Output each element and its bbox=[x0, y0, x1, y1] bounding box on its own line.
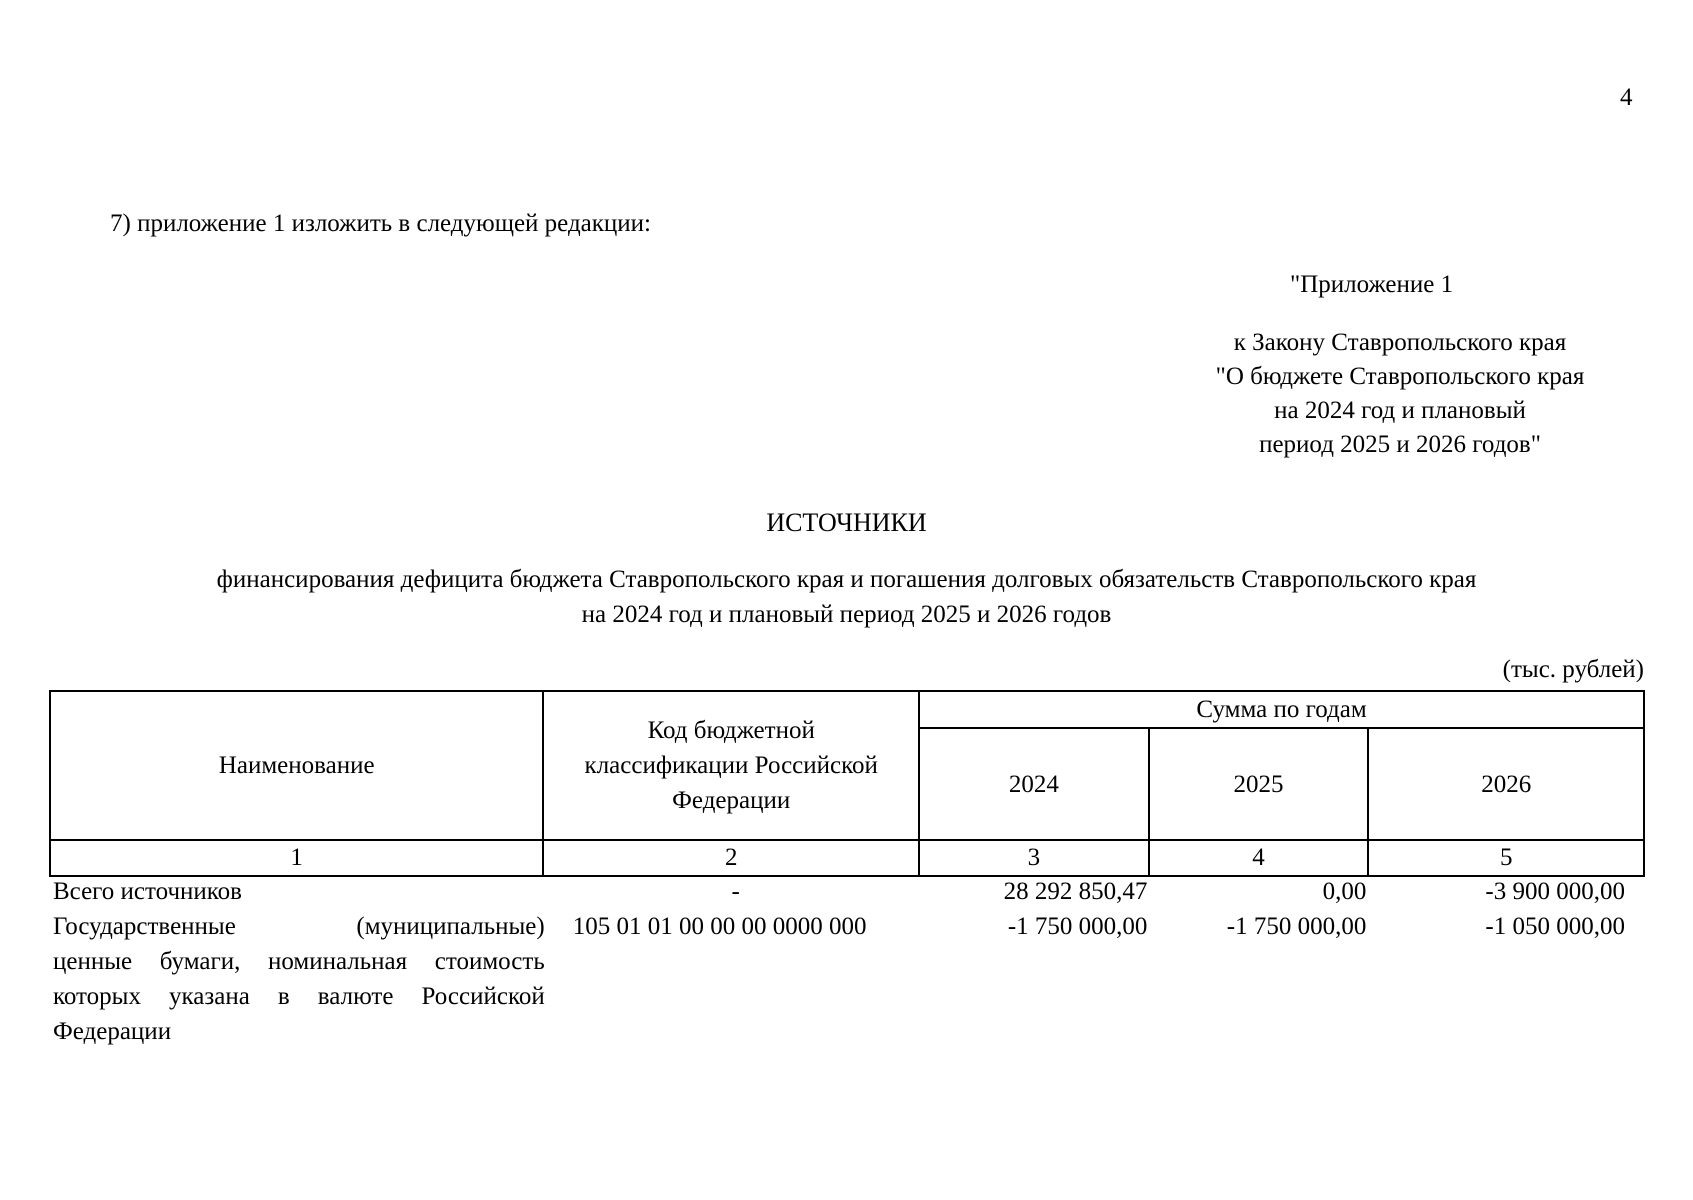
appendix-title: "Приложение 1 bbox=[1290, 271, 1454, 298]
appendix-line-3: на 2024 год и плановый bbox=[1274, 397, 1526, 424]
row-value-2026: -3 900 000,00 bbox=[1485, 878, 1625, 905]
table-row bbox=[49, 874, 1645, 909]
row-code: 105 01 01 00 00 00 0000 000 bbox=[572, 913, 867, 940]
row-value-2024: -1 750 000,00 bbox=[1007, 913, 1148, 940]
column-number: 4 bbox=[1149, 840, 1369, 876]
document-title: ИСТОЧНИКИ bbox=[766, 508, 927, 537]
document-subtitle bbox=[60, 562, 1633, 632]
appendix-line-2: "О бюджете Ставропольского края bbox=[1215, 363, 1585, 390]
column-number: 2 bbox=[543, 840, 919, 876]
row-name-first-line: Государственные (муниципальные) bbox=[53, 913, 545, 940]
row-name: Всего источников bbox=[53, 878, 242, 905]
column-number: 1 bbox=[50, 840, 543, 876]
instruction-text: 7) приложение 1 изложить в следующей редакции: bbox=[110, 210, 651, 237]
header-code: Код бюджетной классификации Российской Федерации bbox=[543, 691, 919, 840]
sources-table-body bbox=[49, 874, 1645, 1049]
row-name-rest: ценные бумаги, номинальная стоимость которых указана в валюте Российской Федерации bbox=[53, 948, 545, 1045]
document-subtitle-line-2: на 2024 год и плановый период 2025 и 2026 годов bbox=[581, 601, 1112, 628]
table-row bbox=[49, 909, 1645, 1049]
sources-table-header bbox=[49, 690, 1645, 877]
row-value-2025: -1 750 000,00 bbox=[1226, 913, 1367, 940]
row-value-2024: 28 292 850,47 bbox=[1003, 878, 1148, 905]
appendix-line-4: период 2025 и 2026 годов" bbox=[1259, 431, 1541, 458]
header-name: Наименование bbox=[50, 691, 543, 840]
column-number-row bbox=[50, 840, 1644, 876]
row-code: - bbox=[731, 878, 740, 905]
appendix-line-1: к Закону Ставропольского края bbox=[1233, 329, 1567, 356]
document-subtitle-line-1: финансирования дефицита бюджета Ставропольского края и погашения долговых обязательств Ставропольского края bbox=[216, 566, 1477, 593]
row-value-2025: 0,00 bbox=[1322, 878, 1367, 905]
appendix-reference bbox=[1160, 326, 1640, 462]
header-year-2024: 2024 bbox=[919, 728, 1149, 840]
units-label: (тыс. рублей) bbox=[1502, 656, 1644, 683]
row-name bbox=[49, 909, 549, 1049]
column-number: 3 bbox=[919, 840, 1149, 876]
column-number: 5 bbox=[1368, 840, 1644, 876]
row-value-2026: -1 050 000,00 bbox=[1485, 913, 1625, 940]
page-number: 4 bbox=[1620, 84, 1633, 111]
header-sum-by-years: Сумма по годам bbox=[919, 691, 1644, 728]
header-year-2026: 2026 bbox=[1368, 728, 1644, 840]
header-year-2025: 2025 bbox=[1149, 728, 1369, 840]
